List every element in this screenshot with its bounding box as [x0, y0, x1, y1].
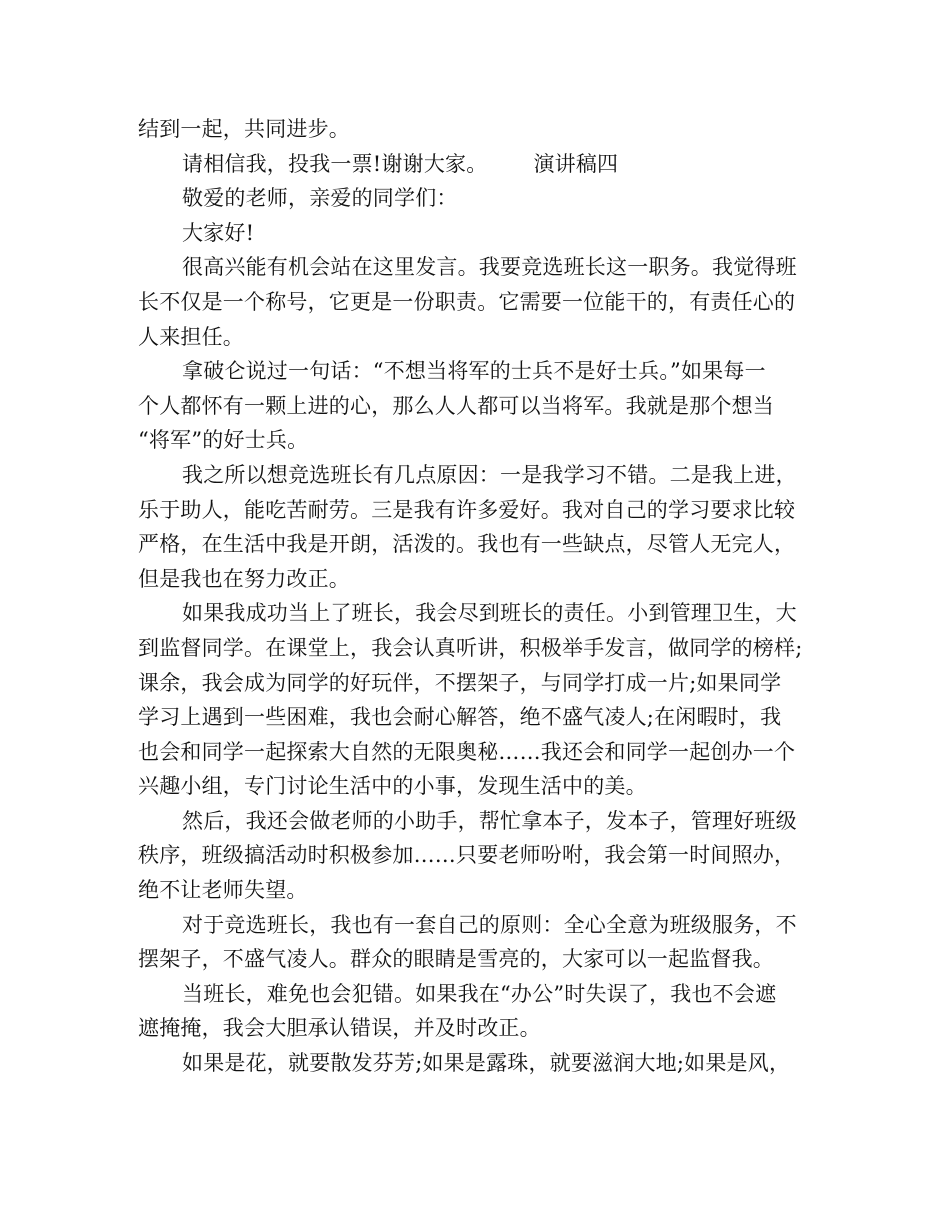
text-line [138, 112, 818, 147]
text-line-content: 很高兴能有机会站在这里发言。我要竞选班长这一职务。我觉得班 [182, 255, 797, 280]
text-line [138, 493, 818, 528]
text-line-content: 但是我也在努力改正。 [138, 566, 350, 591]
text-line [138, 804, 818, 839]
text-line-content: 拿破仑说过一句话：“不想当将军的士兵不是好士兵。”如果每一 [182, 359, 766, 384]
text-line-content: 人来担任。 [138, 324, 244, 349]
text-line-content: 如果我成功当上了班长，我会尽到班长的责任。小到管理卫生，大 [182, 601, 797, 626]
text-line [138, 838, 818, 873]
text-line [138, 527, 818, 562]
text-line [138, 631, 818, 666]
text-line-content: 请相信我，投我一票!谢谢大家。 [182, 151, 488, 176]
text-line [138, 942, 818, 977]
text-line-content: 兴趣小组，专门讨论生活中的小事，发现生活中的美。 [138, 774, 647, 799]
text-line [138, 181, 818, 216]
text-line-content: 当班长，难免也会犯错。如果我在“办公”时失误了，我也不会遮 [182, 981, 777, 1006]
text-line-content: 个人都怀有一颗上进的心，那么人人都可以当将军。我就是那个想当 [138, 393, 774, 418]
text-line-content: 我之所以想竞选班长有几点原因：一是我学习不错。二是我上进， [182, 462, 797, 487]
text-line [138, 423, 818, 458]
text-line [138, 147, 818, 182]
text-line [138, 700, 818, 735]
text-line [138, 769, 818, 804]
document-body [138, 112, 818, 1081]
text-line [138, 873, 818, 908]
text-line [138, 908, 818, 943]
text-line [138, 216, 818, 251]
text-line [138, 562, 818, 597]
text-line-content: 结到一起，共同进步。 [138, 117, 350, 141]
text-line [138, 458, 818, 493]
text-line-content: 课余，我会成为同学的好玩伴，不摆架子，与同学打成一片;如果同学 [138, 670, 782, 695]
text-line [138, 735, 818, 770]
text-line [138, 596, 818, 631]
text-line-content: 绝不让老师失望。 [138, 878, 308, 903]
text-line-content: 然后，我还会做老师的小助手，帮忙拿本子，发本子，管理好班级 [182, 808, 797, 833]
text-line [138, 389, 818, 424]
text-line-content: 大家好! [182, 220, 255, 245]
text-line [138, 320, 818, 355]
text-line-content: 如果是花，就要散发芬芳;如果是露珠，就要滋润大地;如果是风， [182, 1051, 791, 1076]
text-line-content: 遮掩掩，我会大胆承认错误，并及时改正。 [138, 1016, 541, 1041]
text-line-content: 乐于助人，能吃苦耐劳。三是我有许多爱好。我对自己的学习要求比较 [138, 497, 796, 522]
section-heading: 演讲稿四 [533, 151, 619, 176]
text-line [138, 1046, 818, 1081]
text-line [138, 1011, 818, 1046]
text-line-content: 学习上遇到一些困难，我也会耐心解答，绝不盛气凌人;在闲暇时，我 [138, 705, 782, 730]
text-line-content: 也会和同学一起探索大自然的无限奥秘……我还会和同学一起创办一个 [138, 739, 796, 764]
text-line-content: 秩序，班级搞活动时积极参加……只要老师吩咐，我会第一时间照办， [138, 843, 796, 868]
text-line-content: 对于竞选班长，我也有一套自己的原则：全心全意为班级服务，不 [182, 912, 797, 937]
text-line-content: 严格，在生活中我是开朗，活泼的。我也有一些缺点，尽管人无完人， [138, 532, 796, 557]
text-line-content: 敬爱的老师，亲爱的同学们： [182, 186, 458, 211]
text-line [138, 250, 818, 285]
text-line-content: 摆架子，不盛气凌人。群众的眼睛是雪亮的，大家可以一起监督我。 [138, 947, 774, 972]
text-line-content: “将军”的好士兵。 [138, 428, 309, 453]
text-line [138, 977, 818, 1012]
text-line [138, 666, 818, 701]
text-line [138, 285, 818, 320]
text-line-content: 到监督同学。在课堂上，我会认真听讲，积极举手发言，做同学的榜样; [138, 635, 803, 660]
text-line [138, 354, 818, 389]
text-line-content: 长不仅是一个称号，它更是一份职责。它需要一位能干的，有责任心的 [138, 289, 796, 314]
